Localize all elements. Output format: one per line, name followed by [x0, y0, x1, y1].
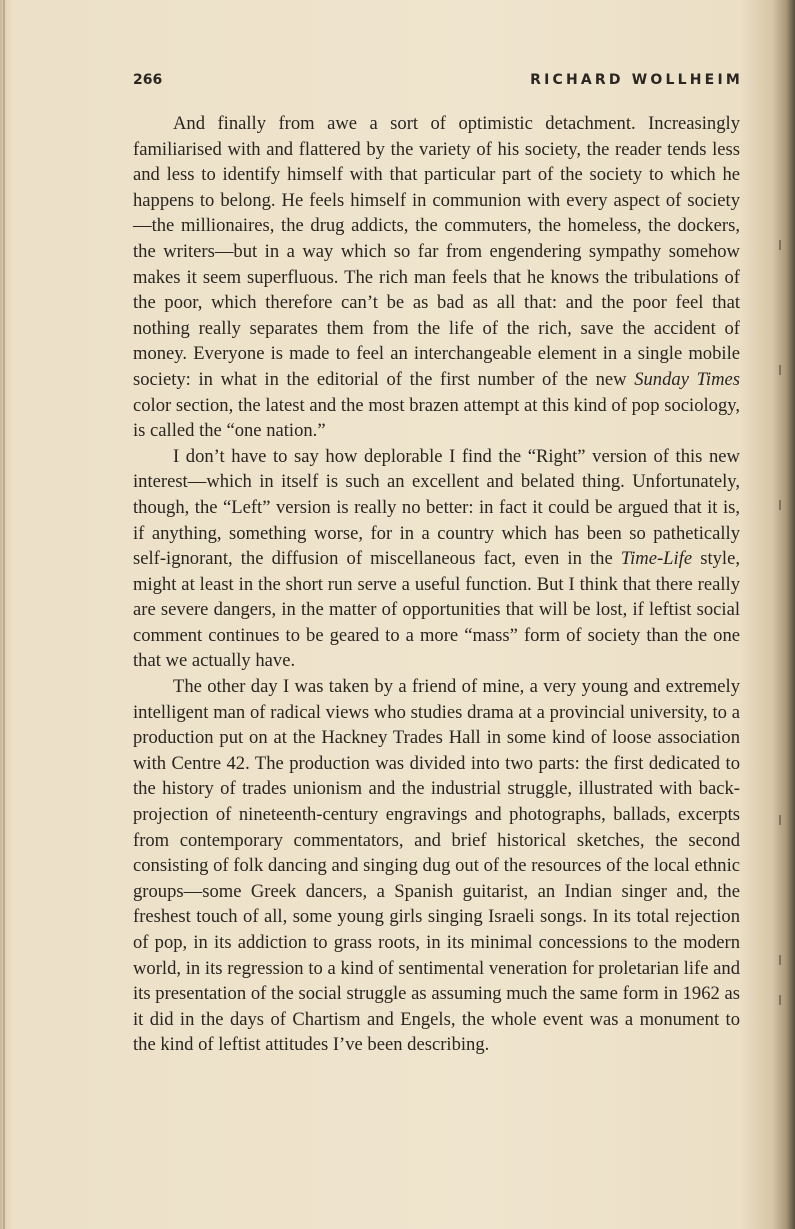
page-edge-shadow: [773, 0, 795, 1229]
running-head: RICHARD WOLLHEIM: [530, 72, 743, 88]
edge-mark: [775, 955, 781, 965]
paragraph: The other day I was taken by a friend of mine, a very young and extremely intelligent man of radical views who studies drama at a provincial university, to a production put on at the Hackney Trades Hall in some kind of loose association with Centre 42. The production was divided into two parts: the first dedicated to the history of trades unionism and the industrial struggle, illustrated with back-projection of nineteenth-century engravings and photographs, ballads, excerpts from contemporary commentators, and brief historical sketches, the second consisting of folk dancing and singing dug out of the resources of the local ethnic groups—some Greek dancers, a Spanish guitarist, an Indian singer and, the freshest touch of all, some young girls singing Israeli songs. In its total rejection of pop, in its addiction to grass roots, in its minimal concessions to the modern world, in its regression to a kind of sentimental veneration for proletarian life and its presentation of the social struggle as assuming much the same form in 1962 as it did in the days of Chartism and Engels, the whole event was a monument to the kind of leftist attitudes I’ve been describing.: [133, 676, 740, 1056]
edge-mark: [775, 500, 781, 510]
edge-mark: [775, 995, 781, 1005]
edge-mark: [775, 240, 781, 250]
edge-mark: [775, 815, 781, 825]
italic-title: Time-Life: [620, 548, 693, 570]
body-text: [133, 111, 740, 1058]
paragraph-text: I don’t have to say how deplorable I find the “Right” version of this new interest—which in itself is such an excellent and belated thing. Unfortunately, though, the “Left” version is really no better: in fact it could be argued that it is, if anything, something worse, for in a country which has been so pathetically self-ignorant, the diffusion of miscellaneous fact, even in the: [133, 445, 740, 570]
binding-gutter: [3, 0, 5, 1229]
edge-mark: [775, 365, 781, 375]
italic-title: Sunday Times: [634, 368, 740, 390]
page-header: [133, 72, 743, 94]
page-number: 266: [133, 72, 163, 88]
paragraph-text: color section, the latest and the most brazen attempt at this kind of pop sociology, is called the “one nation.”: [133, 394, 740, 442]
paragraph-text: And finally from awe a sort of optimistic detachment. Increasingly familiarised with and flattered by the variety of his society, the reader tends less and less to identify himself with that particular part of the society to which he happens to belong. He feels himself in communion with every aspect of society—the millionaires, the drug addicts, the commuters, the homeless, the dockers, the writers—but in a way which so far from engendering sympathy somehow makes it seem superfluous. The rich man feels that he knows the tribulations of the poor, which therefore can’t be as bad as all that: and the poor feel that nothing really separates them from the life of the rich, save the accident of money. Everyone is made to feel an interchangeable element in a single mobile society: in what in the editorial of the first number of the new: [133, 113, 740, 390]
paragraph: [133, 111, 740, 444]
paragraph-text: style, might at least in the short run serve a useful function. But I think that there really are severe dangers, in the matter of opportunities that will be lost, if leftist social comment continues to be geared to a more “mass” form of society than the one that we actually have.: [133, 548, 740, 672]
paragraph: [133, 444, 740, 674]
